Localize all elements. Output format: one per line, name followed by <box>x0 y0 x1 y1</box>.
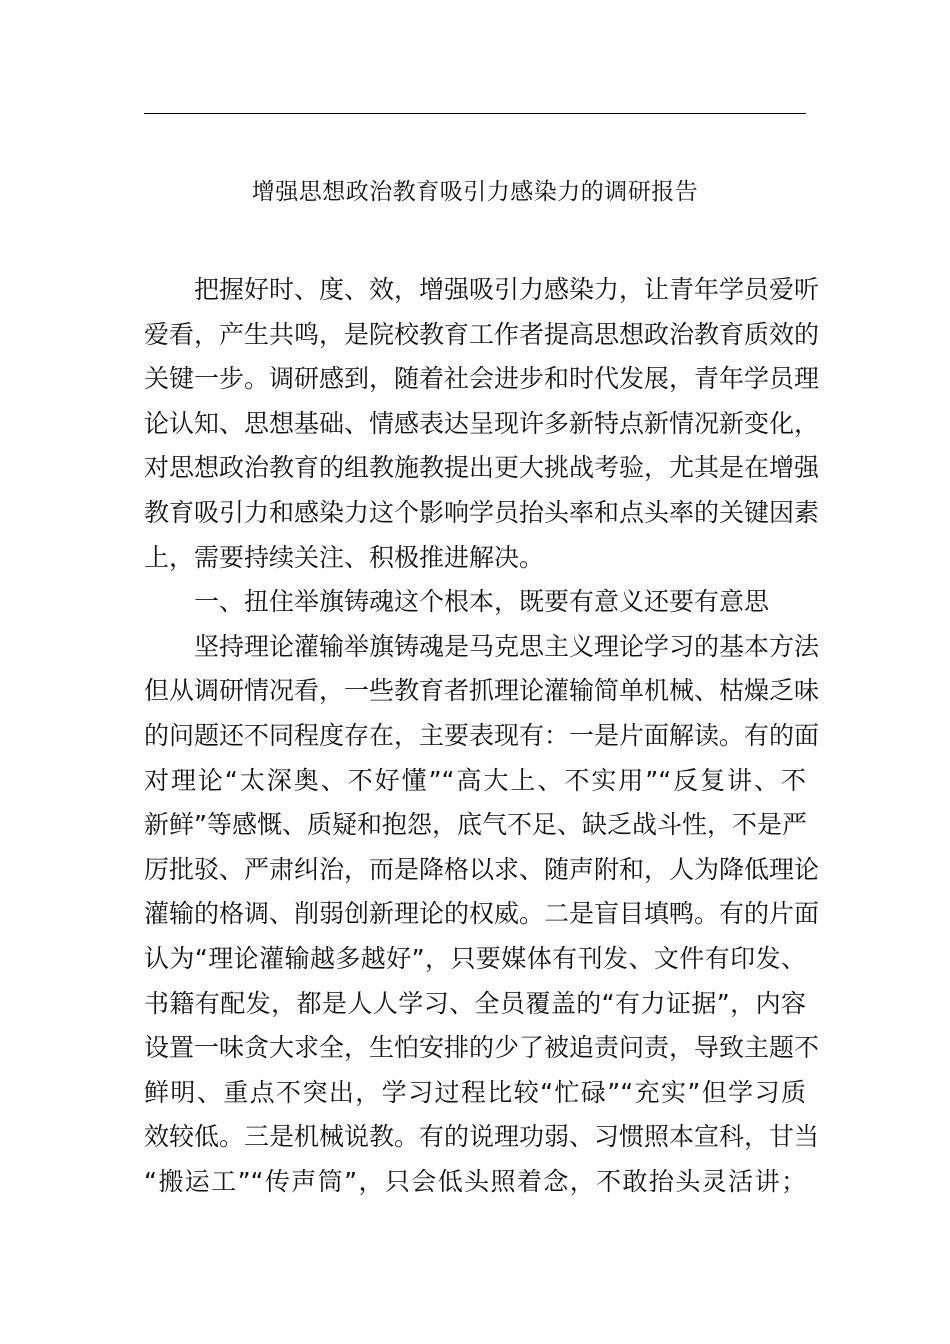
paragraph-line: “搬运工”“传声筒”，只会低头照着念，不敢抬头灵活讲； <box>144 1166 806 1196</box>
paragraph-line: 新鲜”等感慨、质疑和抱怨，底气不足、缺乏战斗性，不是严 <box>144 810 807 840</box>
paragraph-line: 鲜明、重点不突出，学习过程比较“忙碌”“充实”但学习质 <box>144 1077 806 1107</box>
paragraph-line: 对理论“太深奥、不好懂”“高大上、不实用”“反复讲、不 <box>144 765 806 795</box>
header-rule <box>144 113 806 114</box>
paragraph-line: 但从调研情况看，一些教育者抓理论灌输简单机械、枯燥乏味 <box>144 676 820 706</box>
paragraph-line: 设置一味贪大求全，生怕安排的少了被追责问责，导致主题不 <box>144 1033 820 1063</box>
paragraph-line: 把握好时、度、效，增强吸引力感染力，让青年学员爱听 <box>194 275 820 304</box>
document-title: 增强思想政治教育吸引力感染力的调研报告 <box>251 179 699 205</box>
section-heading: 一、扭住举旗铸魂这个根本，既要有意义还要有意思 <box>194 587 770 617</box>
document-body <box>144 268 820 1204</box>
paragraph-line: 论认知、思想基础、情感表达呈现许多新特点新情况新变化， <box>144 408 820 438</box>
paragraph-line: 教育吸引力和感染力这个影响学员抬头率和点头率的关键因素 <box>144 497 820 527</box>
paragraph-line: 认为“理论灌输越多越好”，只要媒体有刊发、文件有印发、 <box>144 943 806 973</box>
paragraph-line: 关键一步。调研感到，随着社会进步和时代发展，青年学员理 <box>144 364 820 394</box>
paragraph-line: 厉批驳、严肃纠治，而是降格以求、随声附和，人为降低理论 <box>144 854 820 884</box>
paragraph-line: 对思想政治教育的组教施教提出更大挑战考验，尤其是在增强 <box>144 453 820 483</box>
paragraph-line: 上，需要持续关注、积极推进解决。 <box>144 542 545 572</box>
paragraph-line: 书籍有配发，都是人人学习、全员覆盖的“有力证据”，内容 <box>144 988 806 1018</box>
paragraph-line: 的问题还不同程度存在，主要表现有：一是片面解读。有的面 <box>144 720 820 750</box>
paragraph-line: 灌输的格调、削弱创新理论的权威。二是盲目填鸭。有的片面 <box>144 899 820 929</box>
paragraph-line: 效较低。三是机械说教。有的说理功弱、习惯照本宣科，甘当 <box>144 1122 820 1152</box>
paragraph-line: 坚持理论灌输举旗铸魂是马克思主义理论学习的基本方法 <box>194 631 820 661</box>
paragraph-line: 爱看，产生共鸣，是院校教育工作者提高思想政治教育质效的 <box>144 319 820 349</box>
